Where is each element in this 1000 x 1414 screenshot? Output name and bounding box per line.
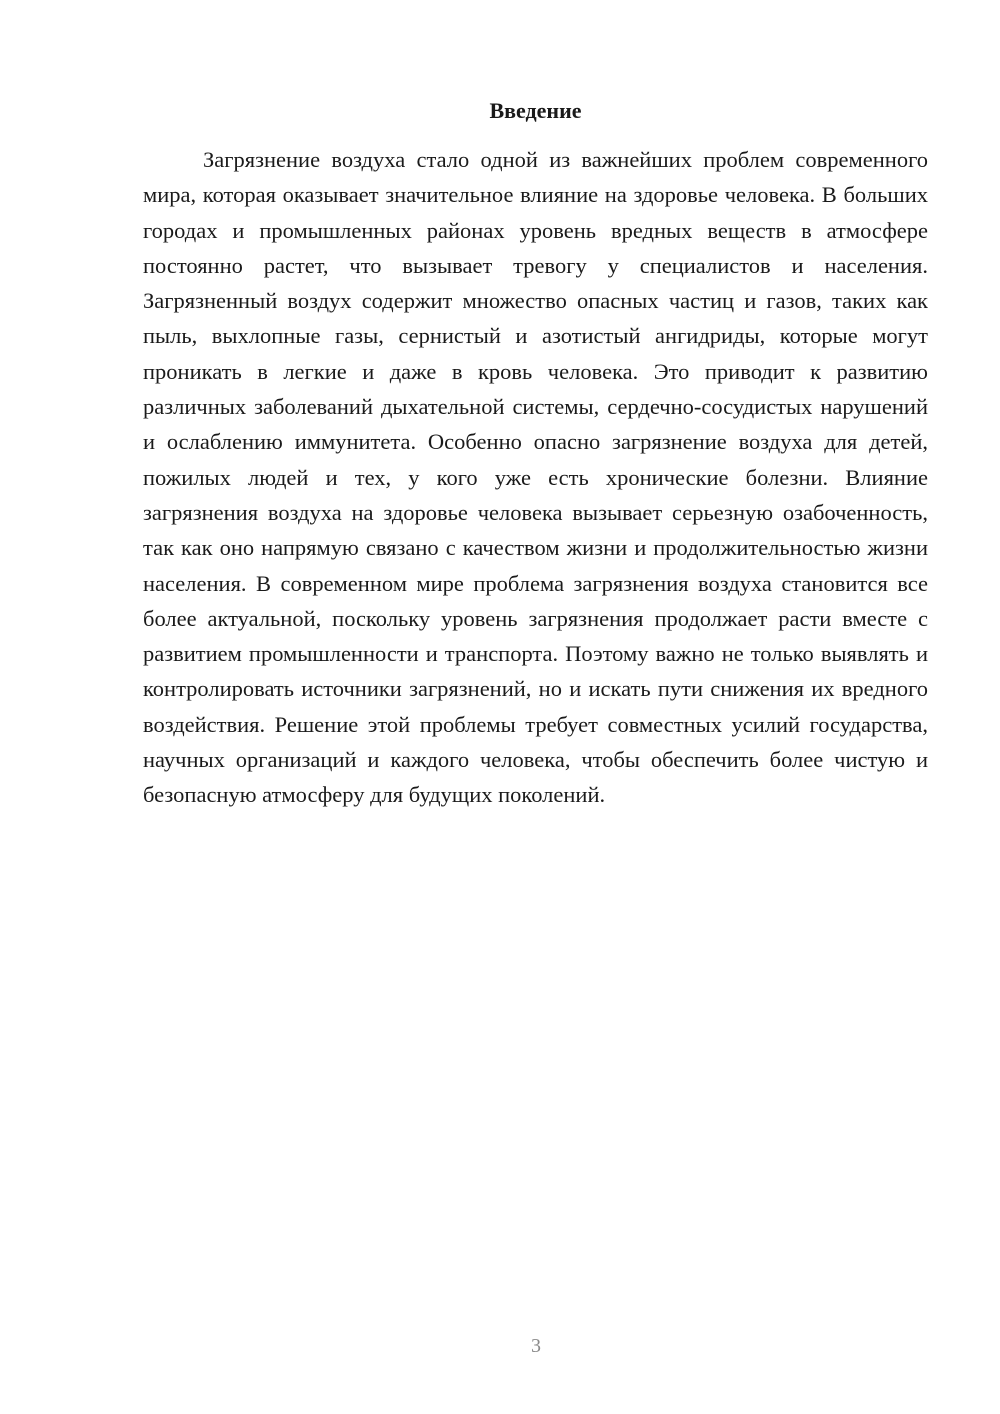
section-heading: Введение bbox=[489, 98, 582, 123]
page-number: 3 bbox=[531, 1335, 541, 1357]
body-paragraph: Загрязнение воздуха стало одной из важнейших проблем современного мира, которая оказывает значительное влияние на здоровье человека. В больших городах и промышленных районах уровень вредных веществ в атмосфере постоянно растет, что вызывает тревогу у специалистов и населения. Загрязненный воздух содержит множество опасных частиц и газов, таких как пыль, выхлопные газы, сернистый и азотистый ангидриды, которые могут проникать в легкие и даже в кровь человека. Это приводит к развитию различных заболеваний дыхательной системы, сердечно-сосудистых нарушений и ослаблению иммунитета. Особенно опасно загрязнение воздуха для детей, пожилых людей и тех, у кого уже есть хронические болезни. Влияние загрязнения воздуха на здоровье человека вызывает серьезную озабоченность, так как оно напрямую связано с качеством жизни и продолжительностью жизни населения. В современном мире проблема загрязнения воздуха становится все более актуальной, поскольку уровень загрязнения продолжает расти вместе с развитием промышленности и транспорта. Поэтому важно не только выявлять и контролировать источники загрязнений, но и искать пути снижения их вредного воздействия. Решение этой проблемы требует совместных усилий государства, научных организаций и каждого человека, чтобы обеспечить более чистую и безопасную атмосферу для будущих поколений. bbox=[143, 147, 928, 808]
